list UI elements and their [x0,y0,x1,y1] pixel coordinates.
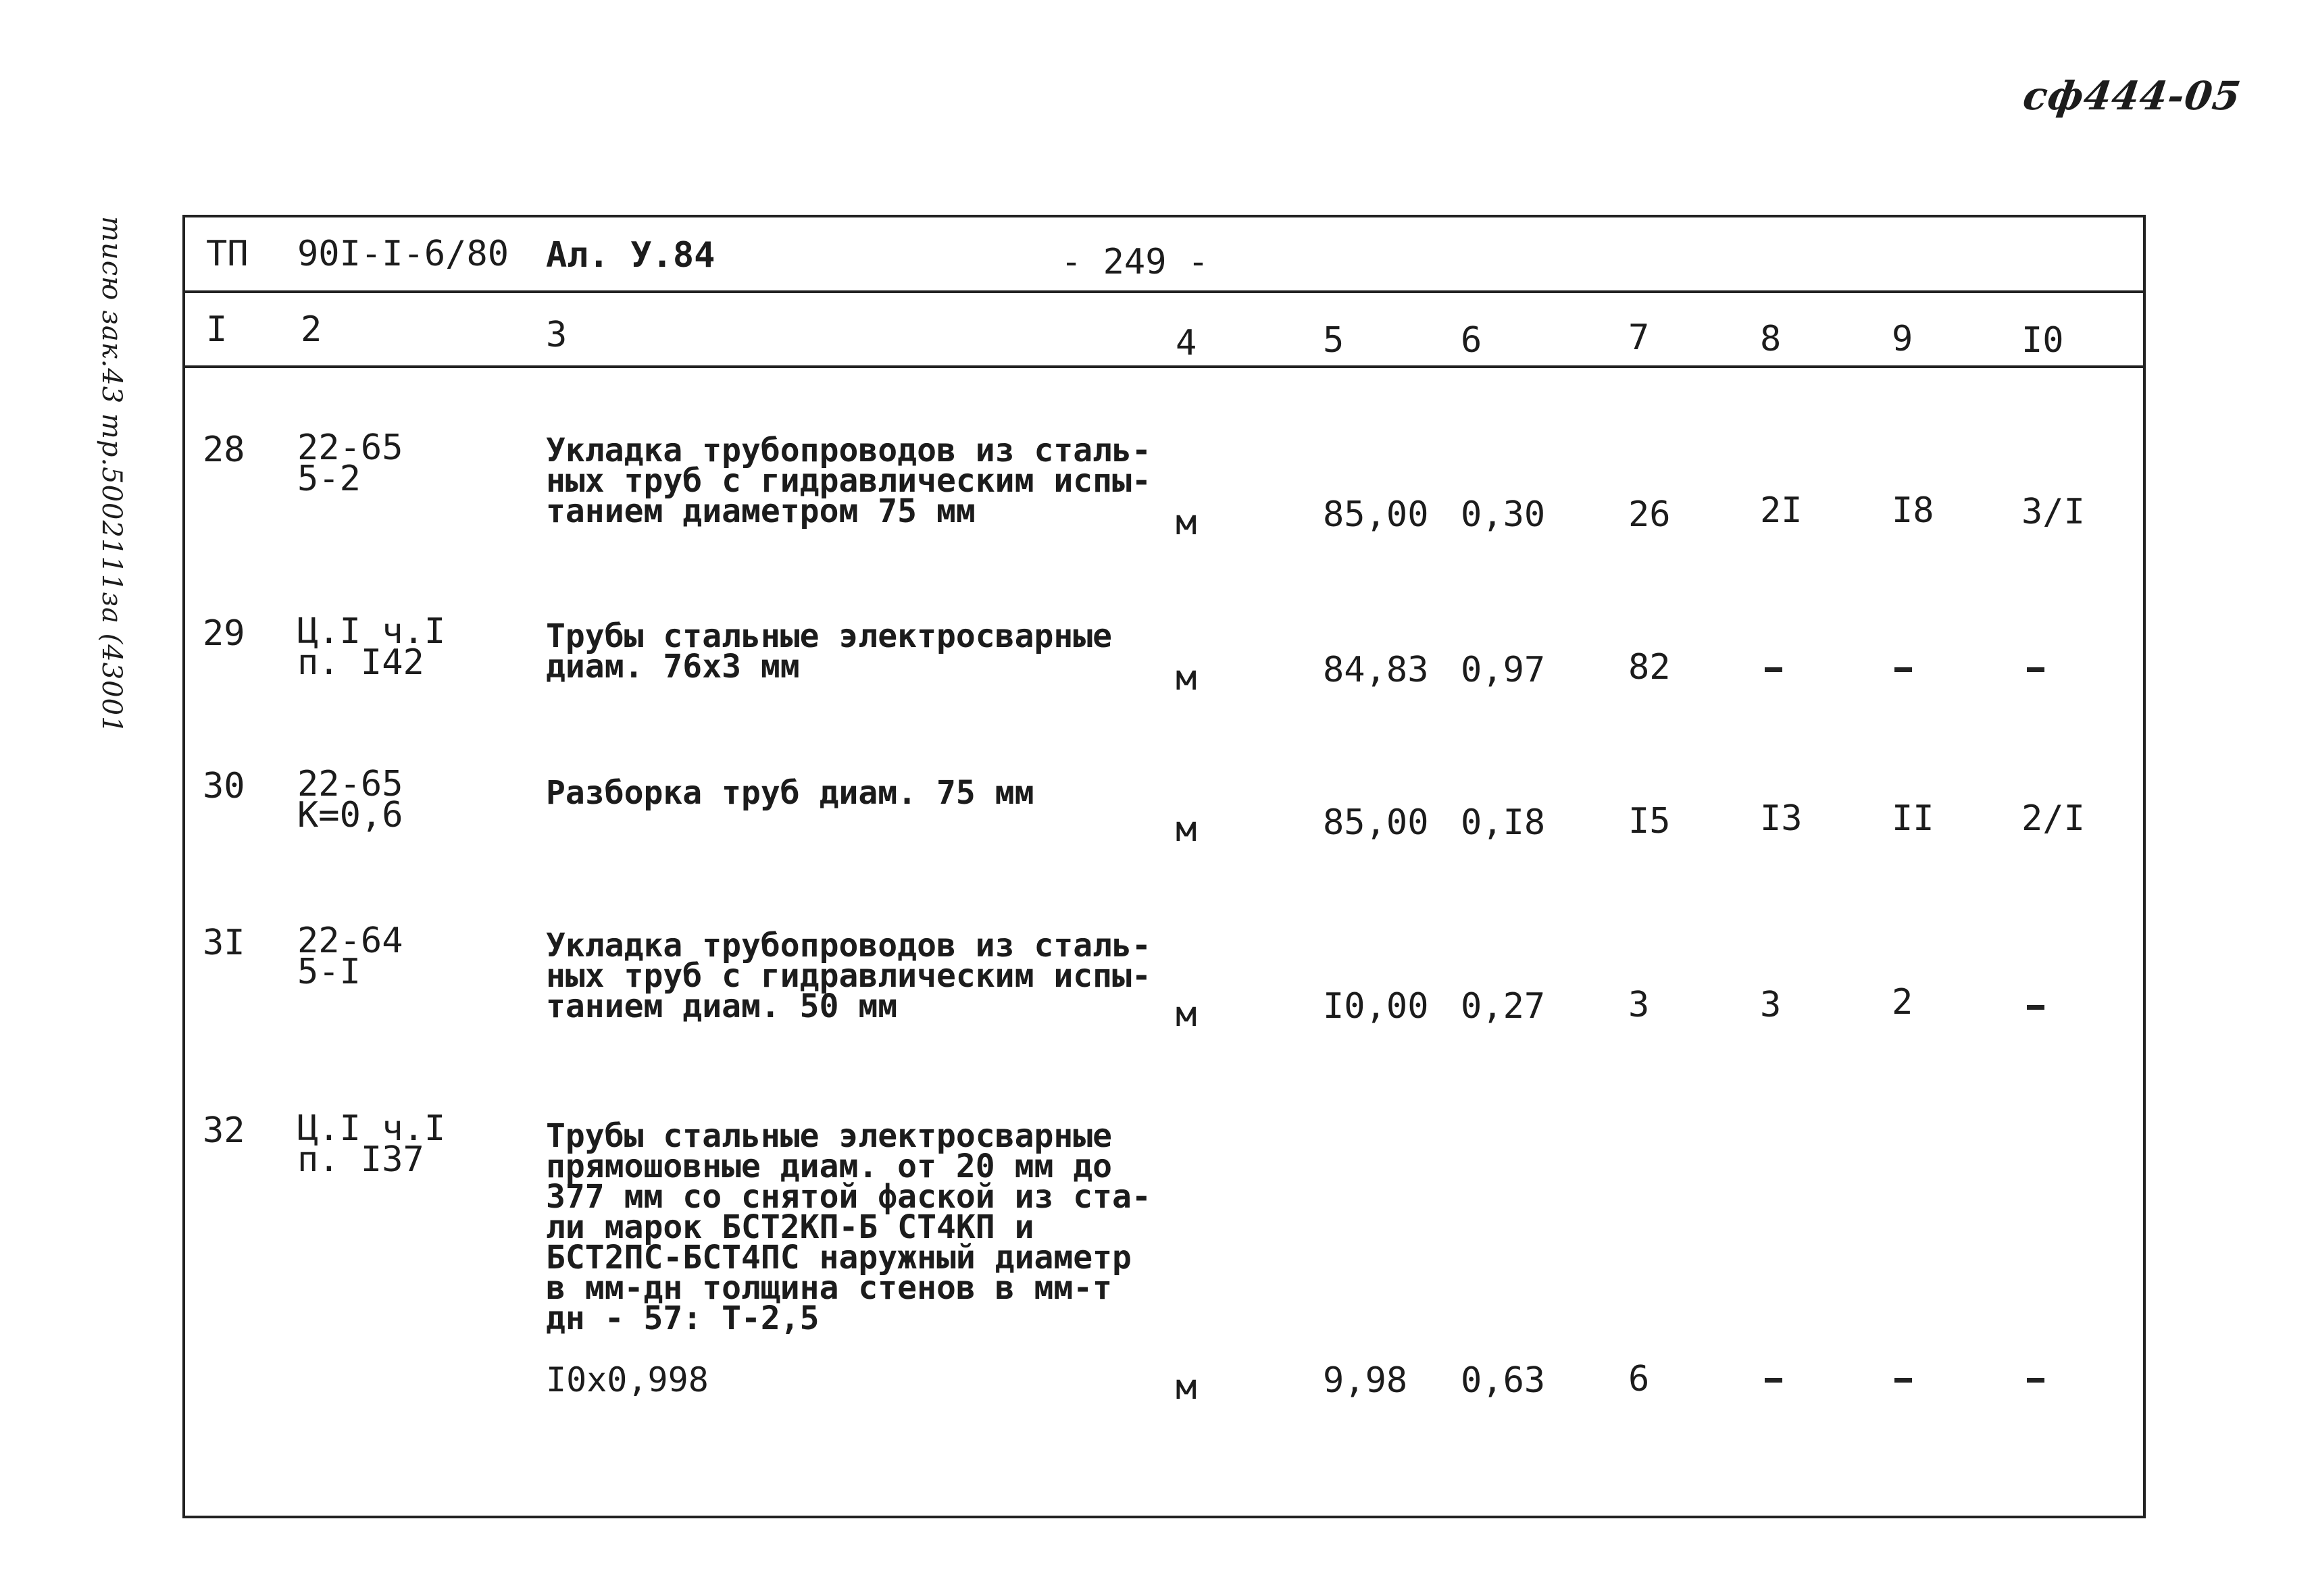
row-30-col6: 0,I8 [1461,802,1546,843]
row-29-description: Трубы стальные электросварные диам. 76х3 мм [546,617,1113,686]
column-number-9: 9 [1892,319,1913,359]
archive-stamp: тисю зак.43 тр.5002111за (43001 [96,216,127,734]
row-30-code: 22-65 К=0,6 [297,764,403,835]
row-32-description: Трубы стальные электросварные прямошовные диам. от 20 мм до 377 мм со снятой фаской из ста- ли марок БСТ2КП-Б СТ4КП и БСТ2ПС-БСТ4ПС наружный диаметр в мм-дн толщина стенов в мм-т дн - 57: Т-2,5 [546,1117,1151,1337]
row-32-code: Ц.I ч.I п. I37 [297,1108,446,1180]
row-32-col9-dash [1894,1378,1912,1383]
column-number-10: I0 [2021,320,2064,361]
row-31-col10-dash [2027,1005,2044,1010]
row-28-unit: м [1176,503,1197,543]
header-tp: ТП [206,234,249,274]
column-number-5: 5 [1323,320,1344,361]
header-divider [182,290,2146,293]
table-frame [182,215,2146,1518]
row-29-unit: м [1176,658,1197,698]
row-31-col5: I0,00 [1323,986,1429,1027]
row-31-description: Укладка трубопроводов из сталь- ных труб с гидравлическим испы- танием диам. 50 мм [546,927,1151,1025]
row-29-col5: 84,83 [1323,650,1429,690]
row-31-code: 22-64 5-I [297,921,403,992]
column-number-6: 6 [1461,320,1482,361]
header-album: Ал. У.84 [546,235,715,276]
row-32-subline: I0х0,998 [546,1360,709,1399]
row-30-col9: II [1892,798,1934,839]
column-number-7: 7 [1628,317,1650,358]
row-30-unit: м [1176,809,1197,850]
row-32-col8-dash [1765,1378,1782,1383]
row-32-col6: 0,63 [1461,1360,1546,1401]
row-30-col8: I3 [1760,798,1803,839]
row-29-col6: 0,97 [1461,650,1546,690]
row-29-code: Ц.I ч.I п. I42 [297,611,446,683]
column-number-2: 2 [301,309,322,350]
column-number-8: 8 [1760,319,1782,359]
row-29-col7: 82 [1628,647,1671,688]
row-31-number: 3I [203,923,245,963]
column-number-1: I [206,309,228,350]
row-28-col10: 3/I [2021,492,2085,532]
row-28-col5: 85,00 [1323,494,1429,535]
document-code-handwritten: сф444-05 [2020,73,2244,119]
column-number-3: 3 [546,315,568,355]
row-31-unit: м [1176,994,1197,1035]
row-30-col10: 2/I [2021,798,2085,839]
row-32-col5: 9,98 [1323,1360,1408,1401]
row-28-col7: 26 [1628,494,1671,535]
row-32-col10-dash [2027,1378,2044,1383]
row-28-col6: 0,30 [1461,494,1546,535]
row-29-col8-dash [1765,667,1782,672]
row-30-description: Разборка труб диам. 75 мм [546,774,1034,812]
row-29-col9-dash [1894,667,1912,672]
page-number: - 249 - [1061,242,1209,282]
row-28-number: 28 [203,430,245,470]
row-28-col9: I8 [1892,490,1934,531]
row-31-col9: 2 [1892,982,1913,1023]
row-30-col5: 85,00 [1323,802,1429,843]
row-30-col7: I5 [1628,801,1671,842]
header-project-number: 90I-I-6/80 [297,234,509,274]
row-29-col10-dash [2027,667,2044,672]
row-30-number: 30 [203,766,245,806]
row-31-col7: 3 [1628,985,1650,1025]
row-28-code: 22-65 5-2 [297,428,403,499]
row-31-col8: 3 [1760,985,1782,1025]
row-28-description: Укладка трубопроводов из сталь- ных труб с гидравлическим испы- танием диаметром 75 мм [546,432,1151,530]
row-32-unit: м [1176,1367,1197,1408]
row-32-number: 32 [203,1110,245,1151]
column-number-4: 4 [1176,323,1197,363]
row-31-col6: 0,27 [1461,986,1546,1027]
row-29-number: 29 [203,613,245,654]
row-28-col8: 2I [1760,490,1803,531]
column-numbers-divider [182,365,2146,368]
row-32-col7: 6 [1628,1359,1650,1399]
